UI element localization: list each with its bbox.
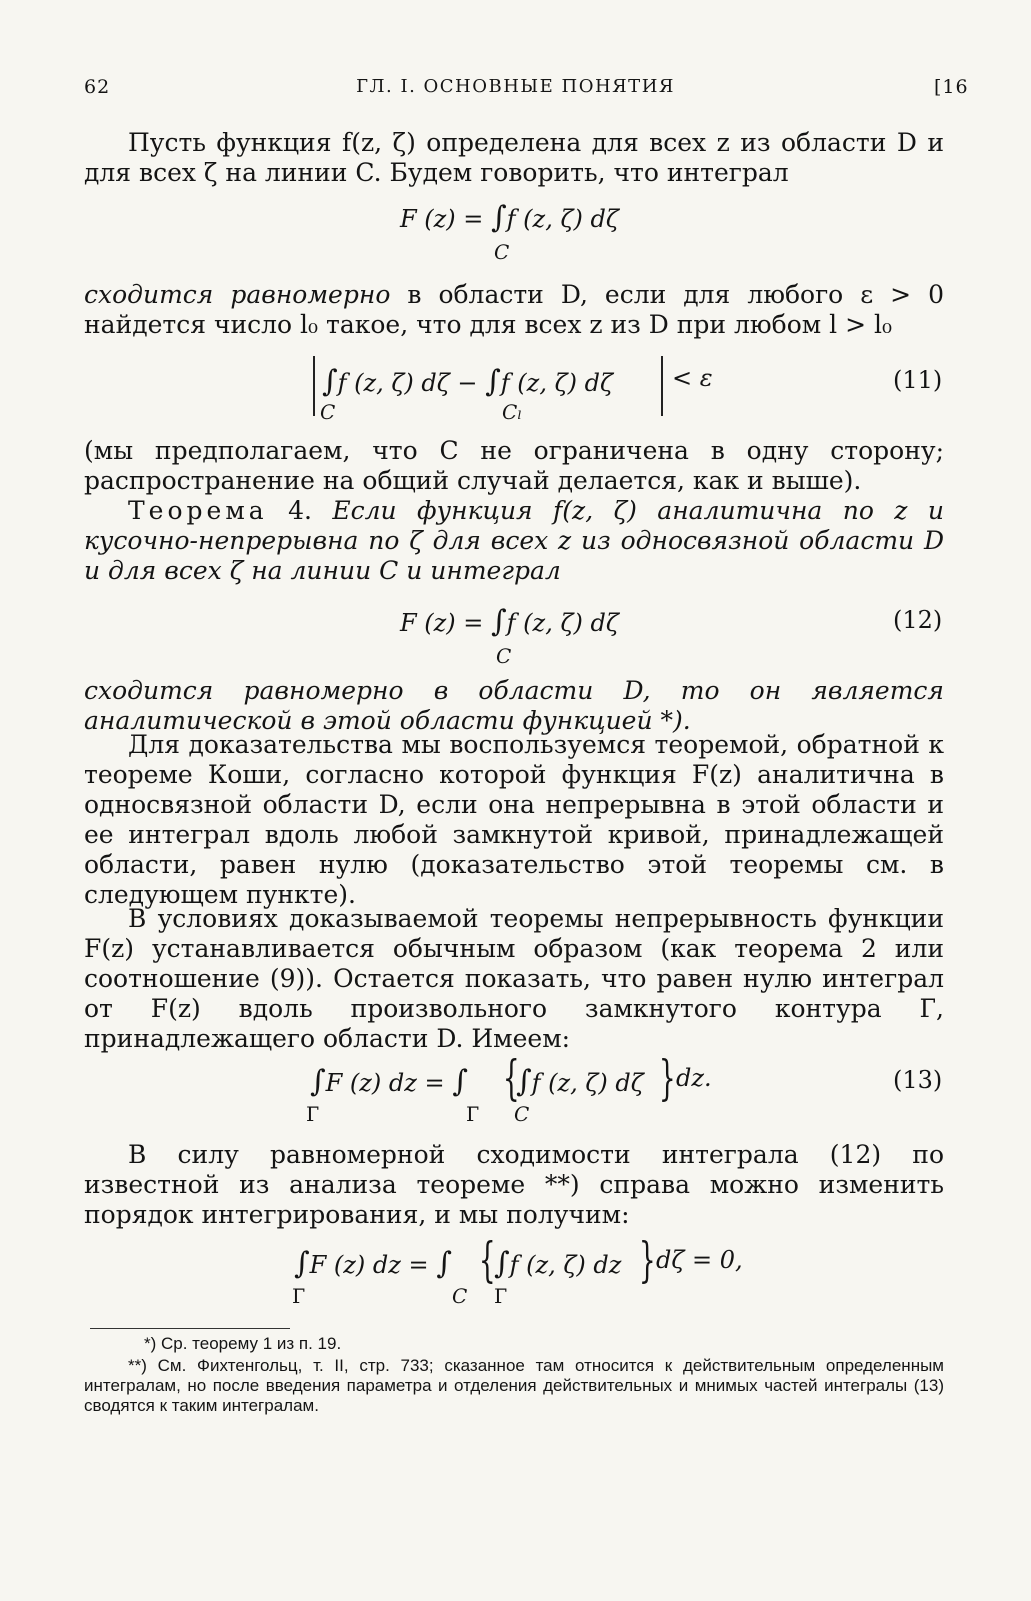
integral-sign: ∫ bbox=[494, 1246, 510, 1281]
eq13-lower-2: Г bbox=[466, 1102, 480, 1126]
footnote-rule bbox=[90, 1328, 290, 1329]
integral-sign: ∫ bbox=[294, 1246, 310, 1281]
left-brace: { bbox=[502, 1050, 520, 1106]
eq-def-lower-limit: C bbox=[494, 240, 510, 264]
integral-sign: ∫ bbox=[491, 200, 507, 235]
integral-sign: ∫ bbox=[516, 1064, 532, 1099]
eq-def-lhs: F (z) = bbox=[400, 205, 492, 233]
integral-sign: ∫ bbox=[491, 604, 507, 639]
abs-bar-left bbox=[313, 356, 315, 416]
equation-14 bbox=[294, 1246, 452, 1281]
eq13-tail: dz. bbox=[676, 1064, 712, 1092]
integral-sign: ∫ bbox=[485, 364, 501, 399]
equation-12 bbox=[400, 604, 619, 639]
eq11-part2: f (z, ζ) dζ bbox=[500, 369, 613, 397]
right-brace: } bbox=[658, 1050, 676, 1106]
eq13-inner bbox=[516, 1064, 644, 1099]
theorem-conclusion: сходится равномерно в области D, то он является аналитической в этой области функцией *). bbox=[84, 676, 944, 735]
section-number: [16 bbox=[934, 76, 969, 98]
integral-sign: ∫ bbox=[310, 1064, 326, 1099]
eq11-lower-2: Cₗ bbox=[502, 400, 523, 424]
eq14-inner bbox=[494, 1246, 621, 1281]
paragraph-6: В силу равномерной сходимости интеграла (12) по известной из анализа теореме **) справа можно изменить порядок интегрирования, и мы получим: bbox=[84, 1140, 944, 1229]
abs-bar-right bbox=[661, 356, 663, 416]
eq12-rhs: f (z, ζ) dζ bbox=[506, 609, 619, 637]
eq11-rhs: < ε bbox=[672, 364, 713, 392]
footnote-2: **) См. Фихтенгольц, т. II, стр. 733; сказанное там относится к действительным определенным интегралам, но после введения параметра и отделения действительных и мнимых частей интегралы (13) сводятся к таким интегралам. bbox=[84, 1356, 944, 1415]
theorem-statement: Если функция f(z, ζ) аналитична по z и кусочно-непрерывна по ζ для всех z из односвязной области D и для всех ζ на линии C и интеграл bbox=[84, 496, 944, 585]
equation-13 bbox=[310, 1064, 468, 1099]
eq13-inner-text: f (z, ζ) dζ bbox=[531, 1069, 644, 1097]
eq13-lower-1: Г bbox=[306, 1102, 320, 1126]
paragraph-5: В условиях доказываемой теоремы непрерывность функции F(z) устанавливается обычным образом (как теорема 2 или соотношение (9)). Остается показать, что равен нулю интеграл от F(z) вдоль произвольного замкнутого контура Г, принадлежащего области D. Имеем: bbox=[84, 904, 944, 1053]
eq13-lower-3: C bbox=[514, 1102, 530, 1126]
eq14-inner-text: f (z, ζ) dz bbox=[509, 1251, 622, 1279]
eq12-lhs: F (z) = bbox=[400, 609, 492, 637]
eq11-number: (11) bbox=[893, 366, 943, 394]
equation-11 bbox=[322, 364, 613, 399]
right-brace: } bbox=[638, 1232, 656, 1288]
uniform-convergence-term: сходится равномерно bbox=[84, 280, 391, 309]
integral-sign: ∫ bbox=[452, 1064, 468, 1099]
footnote-1: *) Ср. теорему 1 из п. 19. bbox=[144, 1334, 342, 1353]
eq14-lhs: F (z) dz = bbox=[309, 1251, 437, 1279]
integral-sign: ∫ bbox=[436, 1246, 452, 1281]
eq13-number: (13) bbox=[893, 1066, 943, 1094]
theorem-label: Теорема bbox=[128, 496, 268, 525]
eq13-lhs: F (z) dz = bbox=[325, 1069, 453, 1097]
paragraph-4: Для доказательства мы воспользуемся теоремой, обратной к теореме Коши, согласно которой функция F(z) аналитична в односвязной области D, если она непрерывна в этой области и ее интеграл вдоль любой замкнутой кривой, принадлежащей области, равен нулю (доказательство этой теоремы см. в следующем пункте). bbox=[84, 730, 944, 909]
eq11-lower-1: C bbox=[320, 400, 336, 424]
theorem-number: 4. bbox=[267, 496, 333, 525]
paragraph-2 bbox=[84, 280, 944, 340]
eq14-lower-1: Г bbox=[292, 1284, 306, 1308]
paragraph-1: Пусть функция f(z, ζ) определена для всех z из области D и для всех ζ на линии C. Будем говорить, что интеграл bbox=[84, 128, 944, 187]
left-brace: { bbox=[478, 1232, 496, 1288]
integral-sign: ∫ bbox=[322, 364, 338, 399]
equation-definition bbox=[400, 200, 619, 235]
eq14-lower-2: C bbox=[452, 1284, 468, 1308]
eq14-lower-3: Г bbox=[494, 1284, 508, 1308]
eq14-tail: dζ = 0, bbox=[656, 1246, 743, 1274]
theorem-4 bbox=[84, 496, 944, 586]
paragraph-2-text: в области D, если для любого ε > 0 найдется число l₀ такое, что для всех z из D при любом l > l₀ bbox=[84, 280, 945, 339]
page-number: 62 bbox=[84, 76, 111, 98]
eq12-lower-limit: C bbox=[496, 644, 512, 668]
running-title: ГЛ. I. ОСНОВНЫЕ ПОНЯТИЯ bbox=[356, 76, 675, 97]
paragraph-3: (мы предполагаем, что C не ограничена в одну сторону; распространение на общий случай делается, как и выше). bbox=[84, 436, 944, 495]
eq-def-rhs: f (z, ζ) dζ bbox=[506, 205, 619, 233]
eq12-number: (12) bbox=[893, 606, 943, 634]
eq11-part1: f (z, ζ) dζ − bbox=[337, 369, 486, 397]
